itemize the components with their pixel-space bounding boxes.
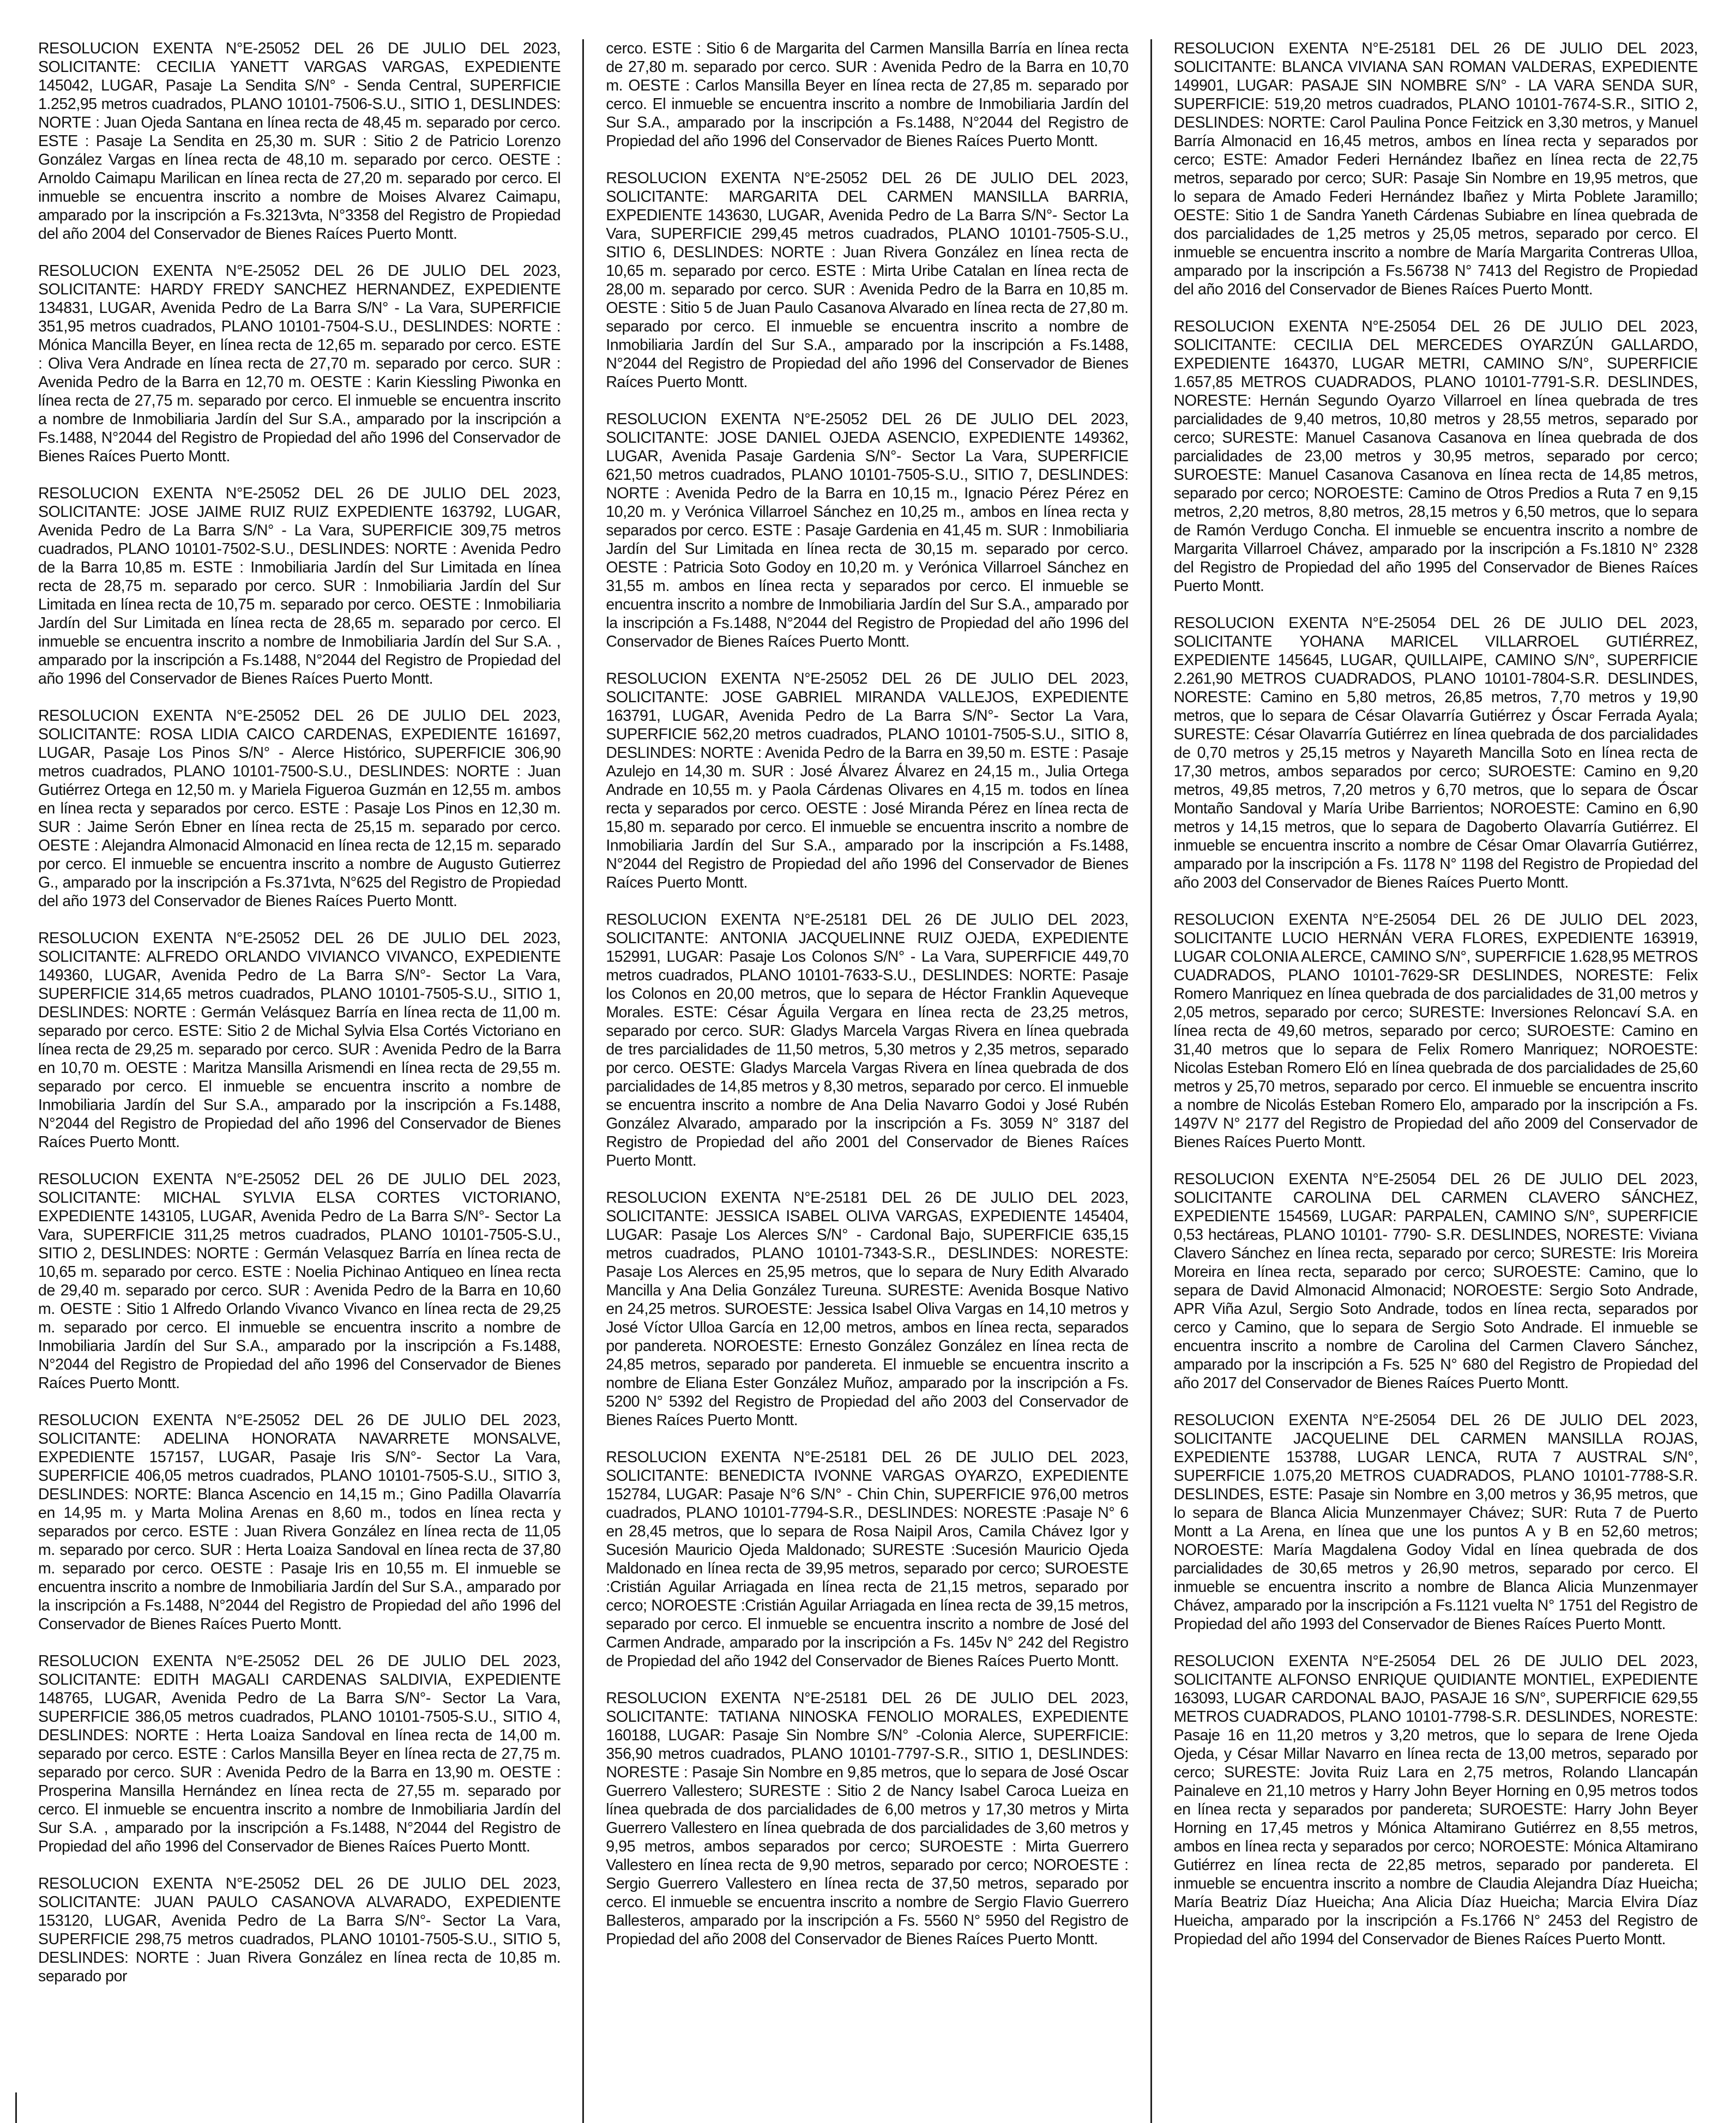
legal-notice: RESOLUCION EXENTA N°E-25052 DEL 26 DE JULIO DEL 2023, SOLICITANTE: ROSA LIDIA CAICO CARDENAS, EXPEDIENTE 161697, LUGAR, Pasaje Los Pinos S/N° - Alerce Histórico, SUPERFICIE 306,90 metros cuadrados, PLANO 10101-7500-S.U., DESLINDES: NORTE : Juan Gutiérrez Ortega en 12,50 m. y Mariela Figueroa Guzmán en 12,55 m. ambos en línea recta y separados por cerco. ESTE : Pasaje Los Pinos en 12,30 m. SUR : Jaime Serón Ebner en línea recta de 25,15 m. separado por cerco. OESTE : Alejandra Almonacid Almonacid en línea recta de 12,15 m. separado por cerco. El inmueble se encuentra inscrito a nombre de Augusto Gutierrez G., amparado por la inscripción a Fs.371vta, N°625 del Registro de Propiedad del año 1973 del Conservador de Bienes Raíces Puerto Montt. — [38, 707, 561, 910]
legal-notice: RESOLUCION EXENTA N°E-25054 DEL 26 DE JULIO DEL 2023, SOLICITANTE ALFONSO ENRIQUE QUIDIANTE MONTIEL, EXPEDIENTE 163093, LUGAR CARDONAL BAJO, PASAJE 16 S/N°, SUPERFICIE 629,55 METROS CUADRADOS, PLANO 10101-7798-S.R. DESLINDES, NORESTE: Pasaje 16 en 11,20 metros y 3,20 metros, que lo separa de Irene Ojeda Ojeda, y César Millar Navarro en línea recta de 13,00 metros, separado por cerco; SURESTE: Jovita Ruiz Lara en 2,75 metros, Rolando Llancapán Painaleve en 21,10 metros y Harry John Beyer Horning en 0,95 metros todos en línea recta y separados por pandereta; SUROESTE: Harry John Beyer Horning en 17,45 metros y Mónica Altamirano Gutiérrez en 8,55 metros, ambos en línea recta y separados por cerco; NOROESTE: Mónica Altamirano Gutiérrez en línea recta de 22,85 metros, separado por pandereta. El inmueble se encuentra inscrito a nombre de Claudia Alejandra Díaz Hueicha; María Beatriz Díaz Hueicha; Ana Alicia Díaz Hueicha; Marcia Elvira Díaz Hueicha, amparado por la inscripción a Fs.1766 N° 2453 del Registro de Propiedad del año 1994 del Conservador de Bienes Raíces Puerto Montt. — [1173, 1652, 1698, 1948]
column-3 — [1152, 39, 1720, 2123]
legal-notice: RESOLUCION EXENTA N°E-25054 DEL 26 DE JULIO DEL 2023, SOLICITANTE LUCIO HERNÁN VERA FLORES, EXPEDIENTE 163919, LUGAR COLONIA ALERCE, CAMINO S/N°, SUPERFICIE 1.628,95 METROS CUADRADOS, PLANO 10101-7629-SR DESLINDES, NORESTE: Felix Romero Manriquez en línea quebrada de dos parcialidades de 31,00 metros y 2,05 metros, separado por cerco; SURESTE: Inversiones Reloncaví S.A. en línea recta de 49,60 metros, separado por cerco; SUROESTE: Camino en 31,40 metros que lo separa de Felix Romero Manriquez; NOROESTE: Nicolas Esteban Romero Eló en línea quebrada de dos parcialidades de 25,60 metros y 25,70 metros, separado por cerco. El inmueble se encuentra inscrito a nombre de Nicolás Esteban Romero Elo, amparado por la inscripción a Fs. 1497V N° 2177 del Registro de Propiedad del año 2009 del Conservador de Bienes Raíces Puerto Montt. — [1173, 911, 1698, 1151]
legal-notice: RESOLUCION EXENTA N°E-25054 DEL 26 DE JULIO DEL 2023, SOLICITANTE YOHANA MARICEL VILLARROEL GUTIÉRREZ, EXPEDIENTE 145645, LUGAR, QUILLAIPE, CAMINO S/N°, SUPERFICIE 2.261,90 METROS CUADRADOS, PLANO 10101-7804-S.R. DESLINDES, NORESTE: Camino en 5,80 metros, 26,85 metros, 7,70 metros y 19,90 metros, que lo separa de César Olavarría Gutiérrez y Óscar Ferrada Ayala; SURESTE: César Olavarría Gutiérrez en línea quebrada de dos parcialidades de 0,70 metros y 25,15 metros y Nayareth Mancilla Soto en línea recta de 17,30 metros, ambos separados por cerco; SUROESTE: Camino en 9,20 metros, 49,85 metros, 7,20 metros y 6,70 metros, que lo separa de Óscar Montaño Sandoval y María Uribe Barrientos; NOROESTE: Camino en 6,90 metros y 14,15 metros, que lo separa de Dagoberto Olavarría Gutiérrez. El inmueble se encuentra inscrito a nombre de César Omar Olavarría Gutiérrez, amparado por la inscripción a Fs. 1178 N° 1198 del Registro de Propiedad del año 2003 del Conservador de Bienes Raíces Puerto Montt. — [1173, 614, 1698, 891]
legal-notice: RESOLUCION EXENTA N°E-25052 DEL 26 DE JULIO DEL 2023, SOLICITANTE: JUAN PAULO CASANOVA ALVARADO, EXPEDIENTE 153120, LUGAR, Avenida Pedro de La Barra S/N°- Sector La Vara, SUPERFICIE 298,75 metros cuadrados, PLANO 10101-7505-S.U., SITIO 5, DESLINDES: NORTE : Juan Rivera González en línea recta de 10,85 m. separado por — [38, 1875, 561, 1985]
legal-notice: RESOLUCION EXENTA N°E-25052 DEL 26 DE JULIO DEL 2023, SOLICITANTE: HARDY FREDY SANCHEZ HERNANDEZ, EXPEDIENTE 134831, LUGAR, Avenida Pedro de La Barra S/N° - La Vara, SUPERFICIE 351,95 metros cuadrados, PLANO 10101-7504-S.U., DESLINDES: NORTE : Mónica Mancilla Beyer, en línea recta de 12,65 m. separado por cerco. ESTE : Oliva Vera Andrade en línea recta de 27,70 m. separado por cerco. SUR : Avenida Pedro de la Barra en 12,70 m. OESTE : Karin Kiessling Piwonka en línea recta de 27,75 m. separado por cerco. El inmueble se encuentra inscrito a nombre de Inmobiliaria Jardín del Sur S.A., amparado por la inscripción a Fs.1488, N°2044 del Registro de Propiedad del año 1996 del Conservador de Bienes Raíces Puerto Montt. — [38, 262, 561, 465]
legal-notice: RESOLUCION EXENTA N°E-25052 DEL 26 DE JULIO DEL 2023, SOLICITANTE: MICHAL SYLVIA ELSA CORTES VICTORIANO, EXPEDIENTE 143105, LUGAR, Avenida Pedro de La Barra S/N°- Sector La Vara, SUPERFICIE 311,25 metros cuadrados, PLANO 10101-7505-S.U., SITIO 2, DESLINDES: NORTE : Germán Velasquez Barría en línea recta de 10,65 m. separado por cerco. ESTE : Noelia Pichinao Antiqueo en línea recta de 29,40 m. separado por cerco. SUR : Avenida Pedro de la Barra en 10,60 m. OESTE : Sitio 1 Alfredo Orlando Vivanco Vivanco en línea recta de 29,25 m. separado por cerco. El inmueble se encuentra inscrito a nombre de Inmobiliaria Jardín del Sur S.A., amparado por la inscripción a Fs.1488, N°2044 del Registro de Propiedad del año 1996 del Conservador de Bienes Raíces Puerto Montt. — [38, 1171, 561, 1392]
legal-notice: RESOLUCION EXENTA N°E-25181 DEL 26 DE JULIO DEL 2023, SOLICITANTE: BLANCA VIVIANA SAN ROMAN VALDERAS, EXPEDIENTE 149901, LUGAR: PASAJE SIN NOMBRE S/N° - LA VARA SENDA SUR, SUPERFICIE: 519,20 metros cuadrados, PLANO 10101-7674-S.R., SITIO 2, DESLINDES: NORTE: Carol Paulina Ponce Feitzick en 3,30 metros, y Manuel Barría Almonacid en 16,45 metros, ambos en línea recta y separados por cerco; ESTE: Amador Federi Hernández Ibañez en línea recta de 22,75 metros, separado por cerco; SUR: Pasaje Sin Nombre en 19,95 metros, que lo separa de Amado Federi Hernández Ibañez y Mirta Poblete Jaramillo; OESTE: Sitio 1 de Sandra Yaneth Cárdenas Subiabre en línea quebrada de dos parcialidades de 1,25 metros y 25,05 metros, separado por cerco. El inmueble se encuentra inscrito a nombre de María Margarita Contreras Ulloa, amparado por la inscripción a Fs.56738 N° 7413 del Registro de Propiedad del año 2016 del Conservador de Bienes Raíces Puerto Montt. — [1173, 40, 1698, 298]
legal-notice: cerco. ESTE : Sitio 6 de Margarita del Carmen Mansilla Barría en línea recta de 27,80 m. separado por cerco. SUR : Avenida Pedro de la Barra en 10,70 m. OESTE : Carlos Mansilla Beyer en línea recta de 27,85 m. separado por cerco. El inmueble se encuentra inscrito a nombre de Inmobiliaria Jardín del Sur S.A., amparado por la inscripción a Fs.1488, N°2044 del Registro de Propiedad del año 1996 del Conservador de Bienes Raíces Puerto Montt. — [606, 40, 1129, 150]
page-frame-rule — [15, 2092, 17, 2123]
legal-notice: RESOLUCION EXENTA N°E-25052 DEL 26 DE JULIO DEL 2023, SOLICITANTE: JOSE JAIME RUIZ RUIZ EXPEDIENTE 163792, LUGAR, Avenida Pedro de La Barra S/N° - La Vara, SUPERFICIE 309,75 metros cuadrados, PLANO 10101-7502-S.U., DESLINDES: NORTE : Avenida Pedro de la Barra 10,85 m. ESTE : Inmobiliaria Jardín del Sur Limitada en línea recta de 28,75 m. separado por cerco. SUR : Inmobiliaria Jardín del Sur Limitada en línea recta de 10,75 m. separado por cerco. OESTE : Inmobiliaria Jardín del Sur Limitada en línea recta de 28,65 m. separado por cerco. El inmueble se encuentra inscrito a nombre de Inmobiliaria Jardín del Sur S.A. , amparado por la inscripción a Fs.1488, N°2044 del Registro de Propiedad del año 1996 del Conservador de Bienes Raíces Puerto Montt. — [38, 485, 561, 687]
legal-notice: RESOLUCION EXENTA N°E-25052 DEL 26 DE JULIO DEL 2023, SOLICITANTE: JOSE DANIEL OJEDA ASENCIO, EXPEDIENTE 149362, LUGAR, Avenida Pasaje Gardenia S/N°- Sector La Vara, SUPERFICIE 621,50 metros cuadrados, PLANO 10101-7505-S.U., SITIO 7, DESLINDES: NORTE : Avenida Pedro de la Barra en 10,15 m., Ignacio Pérez Pérez en 10,20 m. y Verónica Villarroel Sánchez en 10,25 m., ambos en línea recta y separados por cerco. ESTE : Pasaje Gardenia en 41,45 m. SUR : Inmobiliaria Jardín del Sur Limitada en línea recta de 30,15 m. separado por cerco. OESTE : Patricia Soto Godoy en 10,20 m. y Verónica Villarroel Sánchez en 31,55 m. ambos en línea recta y separados por cerco. El inmueble se encuentra inscrito a nombre de Inmobiliaria Jardín del Sur S.A., amparado por la inscripción a Fs.1488, N°2044 del Registro de Propiedad del año 1996 del Conservador de Bienes Raíces Puerto Montt. — [606, 411, 1129, 650]
legal-notice: RESOLUCION EXENTA N°E-25052 DEL 26 DE JULIO DEL 2023, SOLICITANTE: JOSE GABRIEL MIRANDA VALLEJOS, EXPEDIENTE 163791, LUGAR, Avenida Pedro de La Barra S/N°- Sector La Vara, SUPERFICIE 562,20 metros cuadrados, PLANO 10101-7505-S.U., SITIO 8, DESLINDES: NORTE : Avenida Pedro de la Barra en 39,50 m. ESTE : Pasaje Azulejo en 14,30 m. SUR : José Álvarez Álvarez en 24,15 m., Julia Ortega Andrade en 10,55 m. y Paola Cárdenas Olivares en 4,15 m. todos en línea recta y separados por cerco. OESTE : José Miranda Pérez en línea recta de 15,80 m. separado por cerco. El inmueble se encuentra inscrito a nombre de Inmobiliaria Jardín del Sur S.A., amparado por la inscripción a Fs.1488, N°2044 del Registro de Propiedad del año 1996 del Conservador de Bienes Raíces Puerto Montt. — [606, 670, 1129, 891]
legal-notice: RESOLUCION EXENTA N°E-25181 DEL 26 DE JULIO DEL 2023, SOLICITANTE: ANTONIA JACQUELINNE RUIZ OJEDA, EXPEDIENTE 152991, LUGAR: Pasaje Los Colonos S/N° - La Vara, SUPERFICIE 449,70 metros cuadrados, PLANO 10101-7633-S.U., DESLINDES: NORTE: Pasaje los Colonos en 20,00 metros, que lo separa de Héctor Franklin Aqueveque Morales. ESTE: César Águila Vergara en línea recta de 23,25 metros, separado por cerco. SUR: Gladys Marcela Vargas Rivera en línea quebrada de tres parcialidades de 11,50 metros, 5,30 metros y 2,35 metros, separado por cerco. OESTE: Gladys Marcela Vargas Rivera en línea quebrada de dos parcialidades de 14,85 metros y 8,30 metros, separado por cerco. El inmueble se encuentra inscrito a nombre de Ana Delia Navarro Godoi y José Rubén González Alvarado, amparado por la inscripción a Fs. 3059 N° 3187 del Registro de Propiedad del año 2001 del Conservador de Bienes Raíces Puerto Montt. — [606, 911, 1129, 1169]
legal-notice: RESOLUCION EXENTA N°E-25052 DEL 26 DE JULIO DEL 2023, SOLICITANTE: EDITH MAGALI CARDENAS SALDIVIA, EXPEDIENTE 148765, LUGAR, Avenida Pedro de La Barra S/N°- Sector La Vara, SUPERFICIE 386,05 metros cuadrados, PLANO 10101-7505-S.U., SITIO 4, DESLINDES: NORTE : Herta Loaiza Sandoval en línea recta de 14,00 m. separado por cerco. ESTE : Carlos Mansilla Beyer en línea recta de 27,75 m. separado por cerco. SUR : Avenida Pedro de la Barra en 13,90 m. OESTE : Prosperina Mansilla Hernández en línea recta de 27,55 m. separado por cerco. El inmueble se encuentra inscrito a nombre de Inmobiliaria Jardín del Sur S.A. , amparado por la inscripción a Fs.1488, N°2044 del Registro de Propiedad del año 1996 del Conservador de Bienes Raíces Puerto Montt. — [38, 1652, 561, 1855]
column-1 — [16, 39, 584, 2123]
legal-notice: RESOLUCION EXENTA N°E-25054 DEL 26 DE JULIO DEL 2023, SOLICITANTE CAROLINA DEL CARMEN CLAVERO SÁNCHEZ, EXPEDIENTE 154569, LUGAR: PARPALEN, CAMINO S/N°, SUPERFICIE 0,53 hectáreas, PLANO 10101- 7790- S.R. DESLINDES, NORESTE: Viviana Clavero Sánchez en línea recta, separado por cerco; SURESTE: Iris Moreira Moreira en línea recta, separado por cerco; SUROESTE: Camino, que lo separa de David Almonacid Almonacid; NOROESTE: Sergio Soto Andrade, APR Viña Azul, Sergio Soto Andrade, todos en línea recta, separados por cerco y Camino, que lo separa de Sergio Soto Andrade. El inmueble se encuentra inscrito a nombre de Carolina del Carmen Clavero Sánchez, amparado por la inscripción a Fs. 525 N° 680 del Registro de Propiedad del año 2017 del Conservador de Bienes Raíces Puerto Montt. — [1173, 1171, 1698, 1392]
legal-notice: RESOLUCION EXENTA N°E-25054 DEL 26 DE JULIO DEL 2023, SOLICITANTE JACQUELINE DEL CARMEN MANSILLA ROJAS, EXPEDIENTE 153788, LUGAR LENCA, RUTA 7 AUSTRAL S/N°, SUPERFICIE 1.075,20 METROS CUADRADOS, PLANO 10101-7788-S.R. DESLINDES, ESTE: Pasaje sin Nombre en 3,00 metros y 36,95 metros, que lo separa de Blanca Alicia Munzenmayer Chávez; SUR: Ruta 7 de Puerto Montt a La Arena, en línea que une los puntos A y B en 52,60 metros; NOROESTE: María Magdalena Godoy Vidal en línea quebrada de dos parcialidades de 30,65 metros y 26,90 metros, separado por cerco. El inmueble se encuentra inscrito a nombre de Blanca Alicia Munzenmayer Chávez, amparado por la inscripción a Fs.1121 vuelta N° 1751 del Registro de Propiedad del año 1993 del Conservador de Bienes Raíces Puerto Montt. — [1173, 1412, 1698, 1633]
legal-notice: RESOLUCION EXENTA N°E-25052 DEL 26 DE JULIO DEL 2023, SOLICITANTE: CECILIA YANETT VARGAS VARGAS, EXPEDIENTE 145042, LUGAR, Pasaje La Sendita S/N° - Senda Central, SUPERFICIE 1.252,95 metros cuadrados, PLANO 10101-7506-S.U., SITIO 1, DESLINDES: NORTE : Juan Ojeda Santana en línea recta de 48,45 m. separado por cerco. ESTE : Pasaje La Sendita en 25,30 m. SUR : Sitio 2 de Patricio Lorenzo González Vargas en línea recta de 48,10 m. separado por cerco. OESTE : Arnoldo Caimapu Marilican en línea recta de 27,20 m. separado por cerco. El inmueble se encuentra inscrito a nombre de Moises Alvarez Caimapu, amparado por la inscripción a Fs.3213vta, N°3358 del Registro de Propiedad del año 2004 del Conservador de Bienes Raíces Puerto Montt. — [38, 40, 561, 243]
legal-notice: RESOLUCION EXENTA N°E-25181 DEL 26 DE JULIO DEL 2023, SOLICITANTE: TATIANA NINOSKA FENOLIO MORALES, EXPEDIENTE 160188, LUGAR: Pasaje Sin Nombre S/N° -Colonia Alerce, SUPERFICIE: 356,90 metros cuadrados, PLANO 10101-7797-S.R., SITIO 1, DESLINDES: NORESTE : Pasaje Sin Nombre en 9,85 metros, que lo separa de José Oscar Guerrero Vallestero; SURESTE : Sitio 2 de Nancy Isabel Caroca Lueiza en línea quebrada de dos parcialidades de 6,00 metros y 17,30 metros y Mirta Guerrero Vallestero en línea quebrada de dos parcialidades de 3,60 metros y 9,95 metros, ambos separados por cerco; SUROESTE : Mirta Guerrero Vallestero en línea recta de 9,90 metros, separado por cerco; NOROESTE : Sergio Guerrero Vallestero en línea recta de 37,50 metros, separado por cerco. El inmueble se encuentra inscrito a nombre de Sergio Flavio Guerrero Ballesteros, amparado por la inscripción a Fs. 5560 N° 5950 del Registro de Propiedad del año 2008 del Conservador de Bienes Raíces Puerto Montt. — [606, 1690, 1129, 1948]
legal-notice: RESOLUCION EXENTA N°E-25052 DEL 26 DE JULIO DEL 2023, SOLICITANTE: ADELINA HONORATA NAVARRETE MONSALVE, EXPEDIENTE 157157, LUGAR, Pasaje Iris S/N°- Sector La Vara, SUPERFICIE 406,05 metros cuadrados, PLANO 10101-7505-S.U., SITIO 3, DESLINDES: NORTE: Blanca Ascencio en 14,15 m.; Gino Padilla Olavarría en 14,95 m. y Marta Molina Arenas en 8,60 m., todos en línea recta y separados por cerco. ESTE : Juan Rivera González en línea recta de 11,05 m. separado por cerco. SUR : Herta Loaiza Sandoval en línea recta de 37,80 m. separado por cerco. OESTE : Pasaje Iris en 10,55 m. El inmueble se encuentra inscrito a nombre de Inmobiliaria Jardín del Sur S.A., amparado por la inscripción a Fs.1488, N°2044 del Registro de Propiedad del año 1996 del Conservador de Bienes Raíces Puerto Montt. — [38, 1412, 561, 1633]
legal-notice: RESOLUCION EXENTA N°E-25052 DEL 26 DE JULIO DEL 2023, SOLICITANTE: ALFREDO ORLANDO VIVIANCO VIVANCO, EXPEDIENTE 149360, LUGAR, Avenida Pedro de La Barra S/N°- Sector La Vara, SUPERFICIE 314,65 metros cuadrados, PLANO 10101-7505-S.U., SITIO 1, DESLINDES: NORTE : Germán Velásquez Barría en línea recta de 11,00 m. separado por cerco. ESTE: Sitio 2 de Michal Sylvia Elsa Cortés Victoriano en línea recta de 29,25 m. separado por cerco. SUR : Avenida Pedro de la Barra en 10,70 m. OESTE : Maritza Mansilla Arismendi en línea recta de 29,55 m. separado por cerco. El inmueble se encuentra inscrito a nombre de Inmobiliaria Jardín del Sur S.A., amparado por la inscripción a Fs.1488, N°2044 del Registro de Propiedad del año 1996 del Conservador de Bienes Raíces Puerto Montt. — [38, 930, 561, 1151]
legal-notice: RESOLUCION EXENTA N°E-25054 DEL 26 DE JULIO DEL 2023, SOLICITANTE: CECILIA DEL MERCEDES OYARZÚN GALLARDO, EXPEDIENTE 164370, LUGAR METRI, CAMINO S/N°, SUPERFICIE 1.657,85 METROS CUADRADOS, PLANO 10101-7791-S.R. DESLINDES, NORESTE: Hernán Segundo Oyarzo Villarroel en línea quebrada de tres parcialidades de 9,40 metros, 10,80 metros y 28,55 metros, separado por cerco; SURESTE: Manuel Casanova Casanova en línea quebrada de dos parcialidades de 23,00 metros y 30,95 metros, separado por cerco; SUROESTE: Manuel Casanova Casanova en línea recta de 14,85 metros, separado por cerco; NOROESTE: Camino de Otros Predios a Ruta 7 en 9,15 metros, 2,20 metros, 8,80 metros, 28,15 metros y 6,50 metros, que lo separa de Ramón Verdugo Concha. El inmueble se encuentra inscrito a nombre de Margarita Villarroel Chávez, amparado por la inscripción a Fs.1810 N° 2328 del Registro de Propiedad del año 1995 del Conservador de Bienes Raíces Puerto Montt. — [1173, 318, 1698, 595]
column-2 — [584, 39, 1152, 2123]
legal-notice: RESOLUCION EXENTA N°E-25181 DEL 26 DE JULIO DEL 2023, SOLICITANTE: BENEDICTA IVONNE VARGAS OYARZO, EXPEDIENTE 152784, LUGAR: Pasaje N°6 S/N° - Chin Chin, SUPERFICIE 976,00 metros cuadrados, PLANO 10101-7794-S.R., DESLINDES: NORESTE :Pasaje N° 6 en 28,45 metros, que lo separa de Rosa Naipil Aros, Camila Chávez Igor y Sucesión Mauricio Ojeda Maldonado; SURESTE :Sucesión Mauricio Ojeda Maldonado en línea recta de 39,95 metros, separado por cerco; SUROESTE :Cristián Aguilar Arriagada en línea recta de 21,15 metros, separado por cerco; NOROESTE :Cristián Aguilar Arriagada en línea recta de 39,15 metros, separado por cerco. El inmueble se encuentra inscrito a nombre de José del Carmen Andrade, amparado por la inscripción a Fs. 145v N° 242 del Registro de Propiedad del año 1942 del Conservador de Bienes Raíces Puerto Montt. — [606, 1449, 1129, 1670]
legal-notice: RESOLUCION EXENTA N°E-25181 DEL 26 DE JULIO DEL 2023, SOLICITANTE: JESSICA ISABEL OLIVA VARGAS, EXPEDIENTE 145404, LUGAR: Pasaje Los Alerces S/N° - Cardonal Bajo, SUPERFICIE 635,15 metros cuadrados, PLANO 10101-7343-S.R., DESLINDES: NORESTE: Pasaje Los Alerces en 25,95 metros, que lo separa de Nury Edith Alvarado Mancilla y Ana Delia González Tureuna. SURESTE: Avenida Bosque Nativo en 24,25 metros. SUROESTE: Jessica Isabel Oliva Vargas en 14,10 metros y José Víctor Ulloa García en 12,00 metros, ambos en línea recta, separados por pandereta. NOROESTE: Ernesto González González en línea recta de 24,85 metros, separado por pandereta. El inmueble se encuentra inscrito a nombre de Eliana Ester González Muñoz, amparado por la inscripción a Fs. 5200 N° 5392 del Registro de Propiedad del año 2003 del Conservador de Bienes Raíces Puerto Montt. — [606, 1189, 1129, 1429]
legal-notice: RESOLUCION EXENTA N°E-25052 DEL 26 DE JULIO DEL 2023, SOLICITANTE: MARGARITA DEL CARMEN MANSILLA BARRIA, EXPEDIENTE 143630, LUGAR, Avenida Pedro de La Barra S/N°- Sector La Vara, SUPERFICIE 299,45 metros cuadrados, PLANO 10101-7505-S.U., SITIO 6, DESLINDES: NORTE : Juan Rivera González en línea recta de 10,65 m. separado por cerco. ESTE : Mirta Uribe Catalan en línea recta de 28,00 m. separado por cerco. SUR : Avenida Pedro de la Barra en 10,85 m. OESTE : Sitio 5 de Juan Paulo Casanova Alvarado en línea recta de 27,80 m. separado por cerco. El inmueble se encuentra inscrito a nombre de Inmobiliaria Jardín del Sur S.A., amparado por la inscripción a Fs.1488, N°2044 del Registro de Propiedad del año 1996 del Conservador de Bienes Raíces Puerto Montt. — [606, 170, 1129, 391]
